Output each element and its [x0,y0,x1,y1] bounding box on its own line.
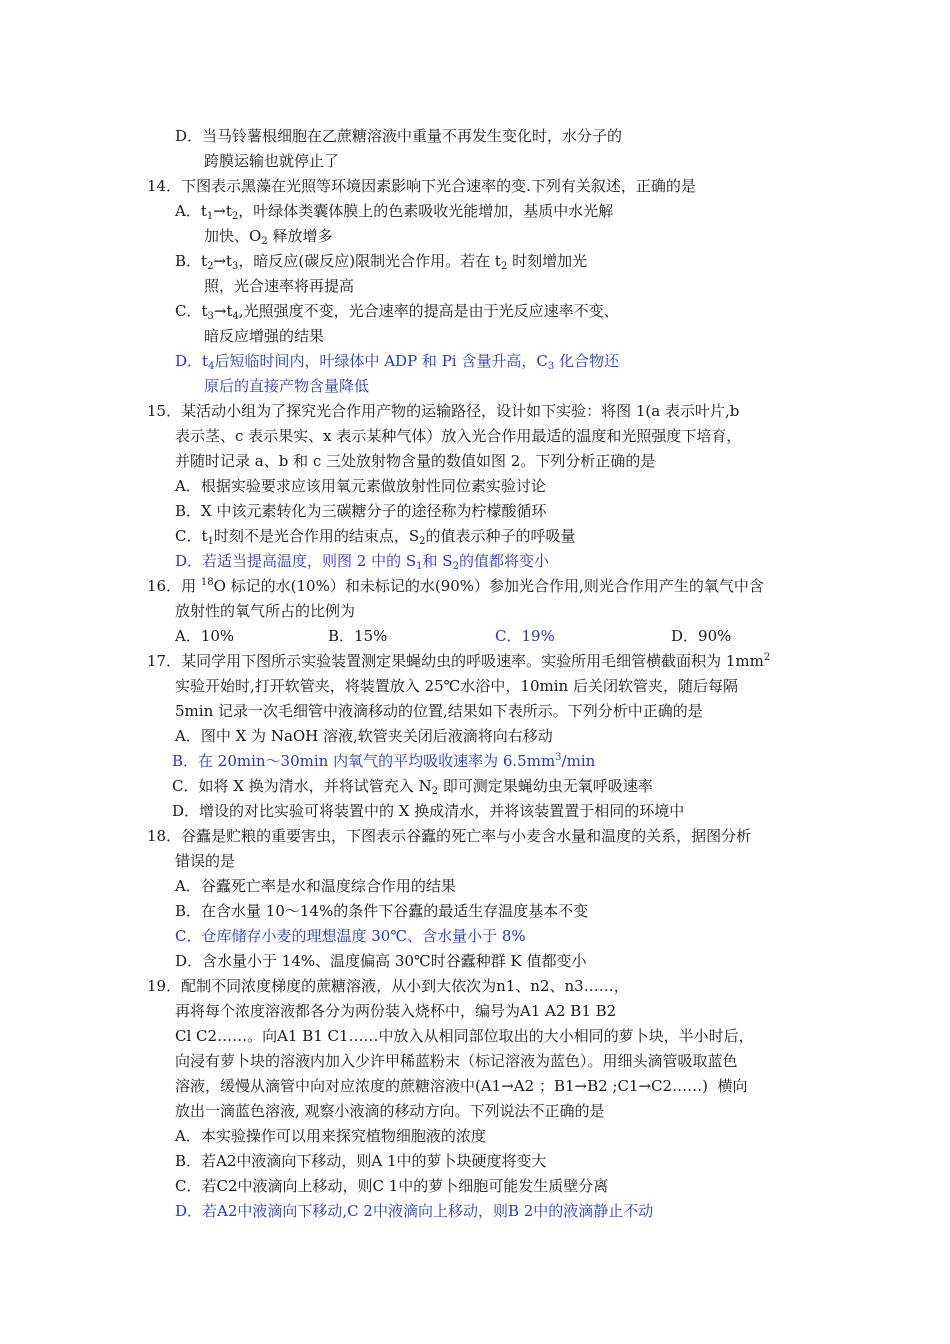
q19-stem-line4: 向浸有萝卜块的溶液内加入少许甲稀蓝粉末（标记溶液为蓝色）。用细头滴管吸取蓝色 [175,1052,738,1070]
q14-option-d-line1: D．$t_4$后短临时间内，叶绿体中 ADP 和 Pi 含量升高，$C_3$ 化合物还 [175,352,619,372]
q17-stem-line1: 17．某同学用下图所示实验装置测定果蝇幼虫的呼吸速率。实验所用毛细管横截面积为 $1mm^2$ [147,652,771,670]
q14-stem: 14．下图表示黑藻在光照等环境因素影响下光合速率的变.下列有关叙述，正确的是 [147,177,696,195]
q14-option-a-line2: 加快、$O_2$ 释放增多 [204,227,333,247]
q15-option-d: D．若适当提高温度，则图 2 中的 $S_1$和 $S_2$的值都将变小 [175,552,549,572]
q19-stem-line5: 溶液，缓慢从滴管中向对应浓度的蔗糖溶液中(A1→A2 ；B1→B2 ;C1→C2……) 横向 [175,1077,748,1095]
q18-option-b: B．在含水量 10～14%的条件下谷蠹的最适生存温度基本不变 [175,902,589,920]
q16-stem-line1: 16．用 $^{18}$O 标记的水(10%）和未标记的水(90%）参加光合作用,则光合作用产生的氧气中含 [147,577,764,595]
q14-option-d-line2: 原后的直接产物含量降低 [204,377,370,395]
q17-option-d: D．增设的对比实验可将装置中的 X 换成清水，并将该装置置于相同的环境中 [172,802,685,820]
q19-stem-line1: 19．配制不同浓度梯度的蔗糖溶液，从小到大依次为n1、n2、n3……， [147,977,629,995]
q18-option-a: A．谷蠹死亡率是水和温度综合作用的结果 [175,877,456,895]
q17-option-b: B．在 20min～30min 内氧气的平均吸收速率为 $6.5mm^3/\min$ [172,752,596,770]
q19-stem-line6: 放出一滴蓝色溶液, 观察小液滴的移动方向。下列说法不正确的是 [175,1102,605,1120]
q14-option-c-line2: 暗反应增强的结果 [204,327,325,345]
q14-option-a-line1: A．$t_1\to t_2$，叶绿体类囊体膜上的色素吸收光能增加，基质中水光解 [175,202,614,222]
q16-option-a: A．10% [175,627,235,645]
q17-option-a: A．图中 X 为 NaOH 溶液,软管夹关闭后液滴将向右移动 [175,727,553,745]
q19-stem-line3: Cl C2……。向A1 B1 C1……中放入从相同部位取出的大小相同的萝卜块，半小时后， [175,1027,754,1045]
q19-stem-line2: 再将每个浓度溶液都各分为两份装入烧杯中，编号为A1 A2 B1 B2 [175,1002,617,1020]
q15-stem-line1: 15．某活动小组为了探究光合作用产物的运输路径，设计如下实验：将图 1(a 表示叶片,b [147,402,740,420]
q14-option-b-line2: 照，光合速率将再提高 [204,277,355,295]
q15-stem-line3: 并随时记录 a、b 和 c 三处放射物含量的数值如图 2。下列分析正确的是 [175,452,656,470]
q14-option-b-line1: B．$t_2\to t_3$，暗反应(碳反应)限制光合作用。若在 $t_2$ 时刻增加光 [175,252,588,272]
q14-option-c-line1: C．$t_3\to t_4$,光照强度不变，光合速率的提高是由于光反应速率不变、 [175,302,619,322]
q13-option-d-line2: 跨膜运输也就停止了 [204,152,340,170]
q15-option-b: B．X 中该元素转化为三碳糖分子的途径称为柠檬酸循环 [175,502,547,520]
q15-stem-line2: 表示茎、c 表示果实、x 表示某种气体）放入光合作用最适的温度和光照强度下培育， [175,427,742,445]
q18-stem-line2: 错误的是 [175,852,236,870]
q17-stem-line3: 5min 记录一次毛细管中液滴移动的位置,结果如下表所示。下列分析中正确的是 [175,702,703,720]
q17-option-c: C．如将 X 换为清水，并将试管充入 $N_2$ 即可测定果蝇幼虫无氧呼吸速率 [172,777,653,797]
q19-option-a: A．本实验操作可以用来探究植物细胞液的浓度 [175,1127,486,1145]
q16-option-b: B．15% [328,627,388,645]
q19-option-b: B．若A2中液滴向下移动，则A 1中的萝卜块硬度将变大 [175,1152,547,1170]
q16-option-d: D．90% [671,627,732,645]
q19-option-d: D．若A2中液滴向下移动,C 2中液滴向上移动，则B 2中的液滴静止不动 [175,1202,654,1220]
q15-option-a: A．根据实验要求应该用氧元素做放射性同位素实验讨论 [175,477,546,495]
q16-stem-line2: 放射性的氧气所占的比例为 [175,602,356,620]
q18-option-d: D．含水量小于 14%、温度偏高 30℃时谷蠹种群 K 值都变小 [175,952,587,970]
q15-option-c: C．$t_1$时刻不是光合作用的结束点，$S_2$的值表示种子的呼吸量 [175,527,576,547]
q16-option-c: C．19% [495,627,555,645]
q18-option-c: C．仓库储存小麦的理想温度 30℃、含水量小于 8% [175,927,526,945]
q13-option-d-line1: D．当马铃薯根细胞在乙蔗糖溶液中重量不再发生变化时，水分子的 [175,127,623,145]
q17-stem-line2: 实验开始时,打开软管夹，将装置放入 25℃水浴中，10min 后关闭软管夹，随后每隔 [175,677,738,695]
q18-stem-line1: 18．谷蠹是贮粮的重要害虫，下图表示谷蠹的死亡率与小麦含水量和温度的关系，据图分析 [147,827,752,845]
q19-option-c: C．若C2中液滴向上移动，则C 1中的萝卜细胞可能发生质壁分离 [175,1177,609,1195]
